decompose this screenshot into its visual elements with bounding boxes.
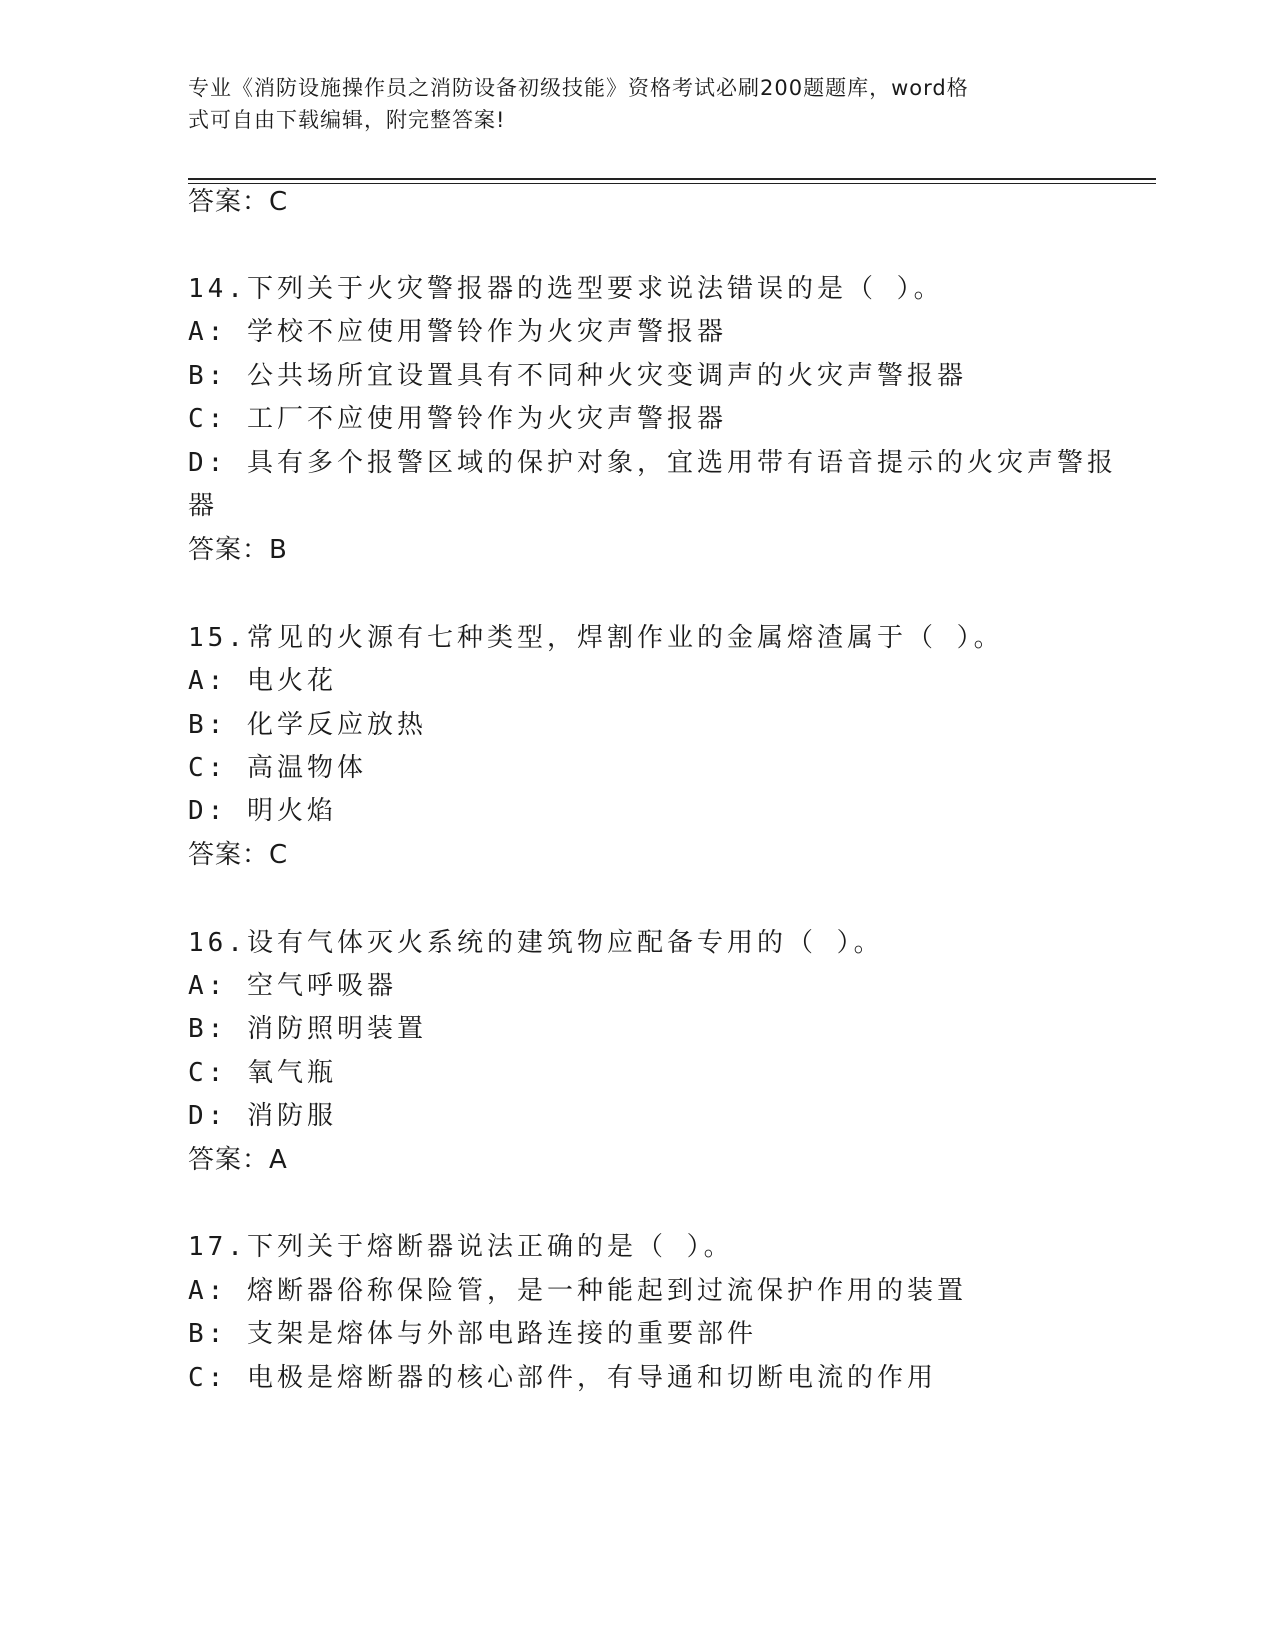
option-line: A: 学校不应使用警铃作为火灾声警报器 [188,317,727,347]
option-line: D: 明火焰 [188,796,337,826]
header-line-1: 专业《消防设施操作员之消防设备初级技能》资格考试必刷200题题库，word格 [188,76,969,100]
question-stem: 14.下列关于火灾警报器的选型要求说法错误的是（ ）。 [188,274,944,304]
answer-line: 答案：B [188,535,288,565]
answer-line: 答案：A [188,1145,288,1175]
question-stem: 17.下列关于熔断器说法正确的是（ ）。 [188,1232,734,1262]
option-line: C: 高温物体 [188,753,367,783]
option-line: C: 电极是熔断器的核心部件，有导通和切断电流的作用 [188,1363,937,1393]
header-divider-thin [188,183,1156,184]
option-line: A: 电火花 [188,666,337,696]
option-line: D: 消防服 [188,1101,337,1131]
option-line-continued: 器 [188,491,219,521]
question-stem: 16.设有气体灭火系统的建筑物应配备专用的（ ）。 [188,928,884,958]
header-line-2: 式可自由下载编辑，附完整答案! [188,108,506,132]
option-line: B: 公共场所宜设置具有不同种火灾变调声的火灾声警报器 [188,361,967,391]
option-line: A: 熔断器俗称保险管，是一种能起到过流保护作用的装置 [188,1276,967,1306]
option-line: B: 消防照明装置 [188,1014,427,1044]
answer-line: 答案：C [188,840,289,870]
document-header [188,72,1068,136]
question-stem: 15.常见的火源有七种类型，焊割作业的金属熔渣属于（ ）。 [188,623,1004,653]
option-line: C: 氧气瓶 [188,1058,337,1088]
option-line: D: 具有多个报警区域的保护对象，宜选用带有语音提示的火灾声警报 [188,448,1117,478]
option-line: B: 支架是熔体与外部电路连接的重要部件 [188,1319,757,1349]
option-line: A: 空气呼吸器 [188,971,397,1001]
option-line: B: 化学反应放热 [188,710,427,740]
header-divider [188,178,1156,180]
answer-line: 答案：C [188,187,289,217]
option-line: C: 工厂不应使用警铃作为火灾声警报器 [188,404,727,434]
